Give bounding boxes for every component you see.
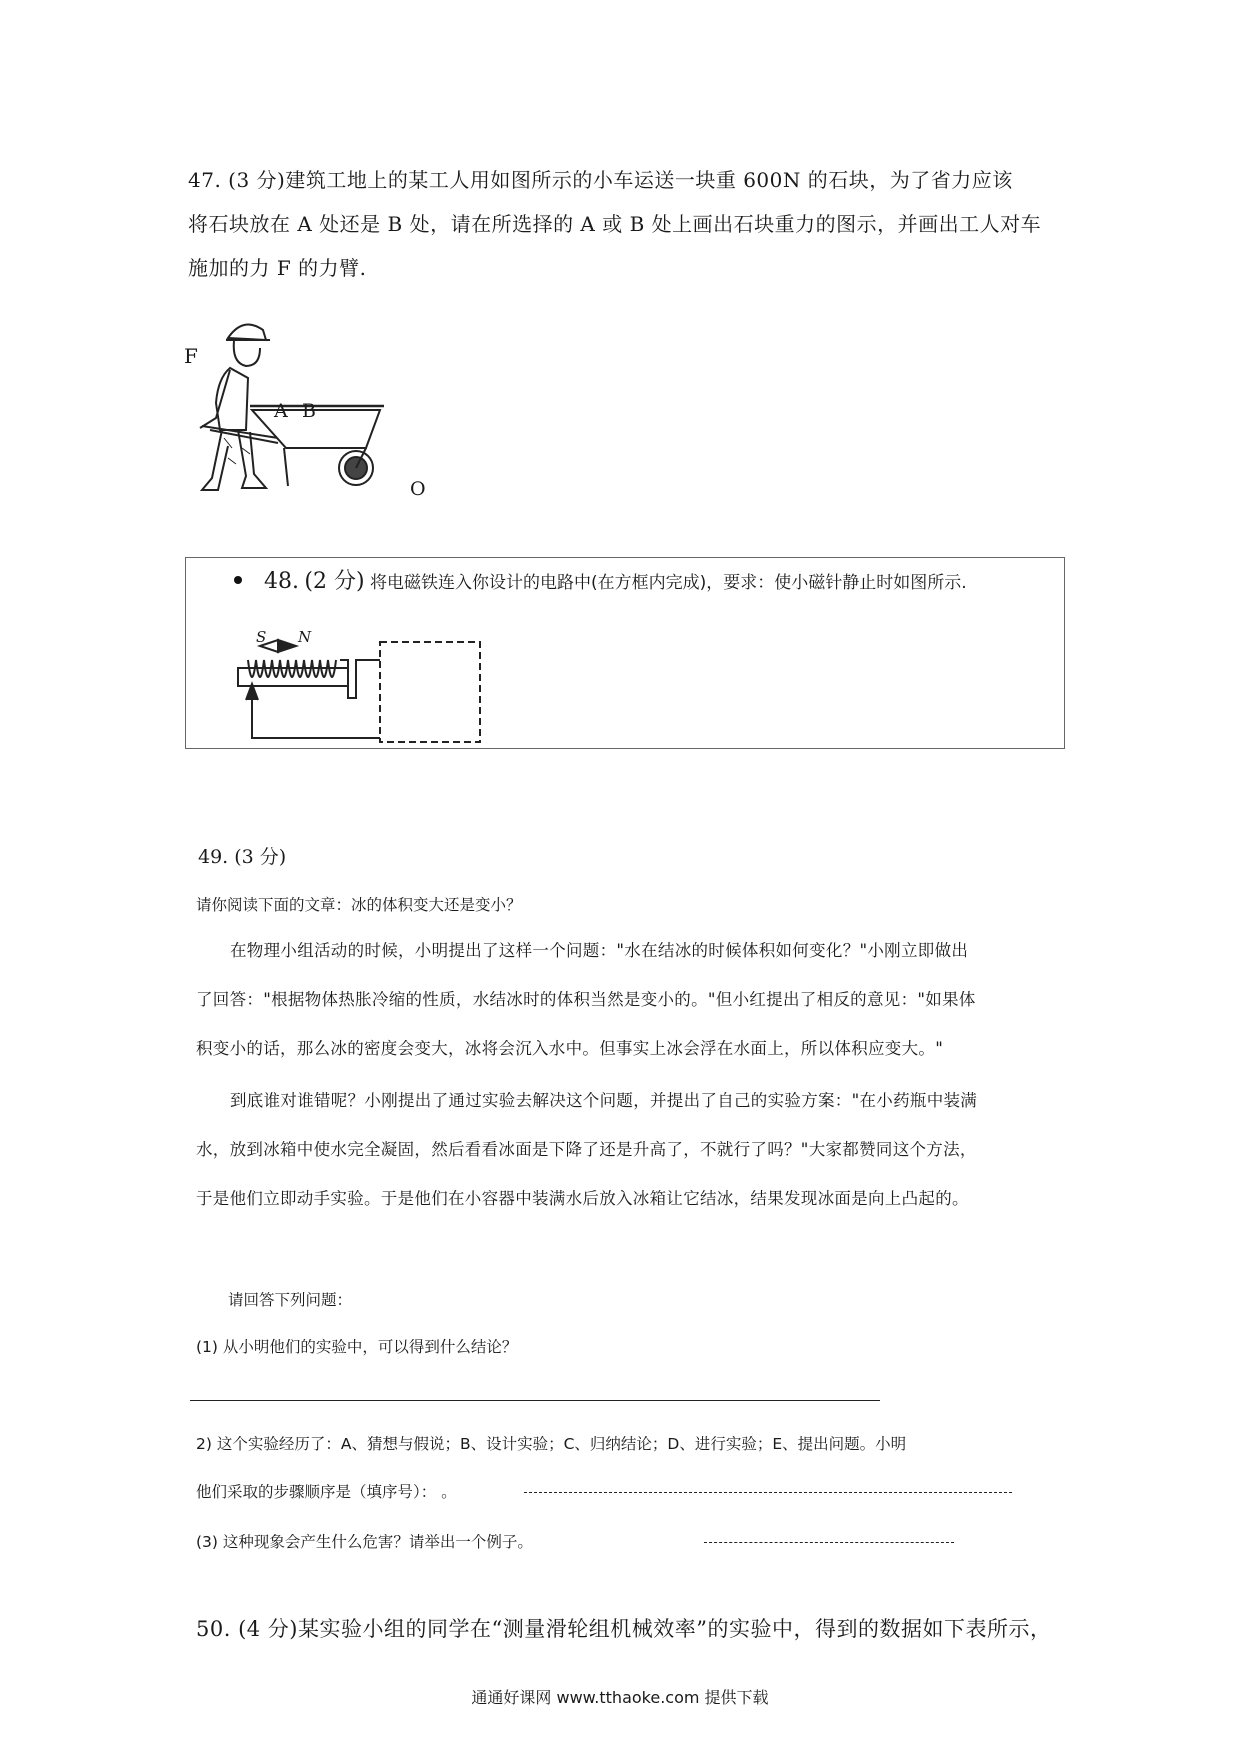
point-label-a: A (274, 400, 288, 422)
question-49-prompt: 请回答下列问题： (228, 1291, 353, 1309)
paragraph-2-line-2: 水，放到冰箱中使水完全凝固，然后看看冰面是下降了还是升高了，不就行了吗？"大家都赞同这个方法， (196, 1140, 977, 1159)
electromagnet-figure (230, 628, 530, 746)
question-49-sub-2: 2) 这个实验经历了：A、猜想与假说；B、设计实验；C、归纳结论；D、进行实验；E、提出问题。小明 (196, 1435, 907, 1453)
page-footer: 通通好课网 www.tthaoke.com 提供下载 (471, 1688, 769, 1707)
question-49-paragraph-2 (196, 1076, 1066, 1223)
force-label-f: F (184, 344, 198, 368)
question-49-title: 49. (3 分) (198, 846, 287, 868)
paragraph-2-line-3: 于是他们立即动手实验。于是他们在小容器中装满水后放入冰箱让它结冰，结果发现冰面是向上凸起的。 (196, 1189, 969, 1208)
paragraph-2-line-1: 到底谁对谁错呢？小刚提出了通过实验去解决这个问题，并提出了自己的实验方案："在小药瓶中装满 (230, 1091, 978, 1110)
question-48 (264, 564, 967, 595)
question-49-intro: 请你阅读下面的文章：冰的体积变大还是变小？ (196, 896, 522, 914)
bullet-icon (234, 576, 242, 584)
wheelbarrow-worker-figure (184, 308, 438, 508)
answer-line-2[interactable] (524, 1492, 1012, 1493)
question-49-sub-3: (3) 这种现象会产生什么危害？请举出一个例子。 (196, 1533, 533, 1551)
question-48-score: (2 分) (304, 569, 365, 594)
question-49-sub-1: (1) 从小明他们的实验中，可以得到什么结论？ (196, 1338, 518, 1356)
paragraph-1-line-3: 积变小的话，那么冰的密度会变大，冰将会沉入水中。但事实上冰会浮在水面上，所以体积应变大。" (196, 1039, 944, 1058)
paragraph-1-line-1: 在物理小组活动的时候，小明提出了这样一个问题："水在结冰的时候体积如何变化？"小刚立即做出 (230, 941, 969, 960)
question-49-sub-2-line-2: 他们采取的步骤顺序是（填序号）： 。 (196, 1483, 457, 1501)
north-pole-label: N (298, 628, 312, 646)
question-47 (188, 158, 1068, 290)
question-47-line-1: 47. (3 分)建筑工地上的某工人用如图所示的小车运送一块重 600N 的石块，为了省力应该 (188, 168, 1013, 192)
question-49-paragraph-1 (196, 926, 1066, 1073)
question-47-line-3: 施加的力 F 的力臂. (188, 256, 367, 280)
question-48-text: 将电磁铁连入你设计的电路中(在方框内完成)，要求：使小磁针静止时如图所示. (369, 573, 967, 593)
question-48-number: 48. (264, 569, 299, 594)
question-47-line-2: 将石块放在 A 处还是 B 处，请在所选择的 A 或 B 处上画出石块重力的图示，并画出工人对车 (188, 212, 1042, 236)
paragraph-1-line-2: 了回答："根据物体热胀冷缩的性质，水结冰时的体积当然是变小的。"但小红提出了相反的意见："如果体 (196, 990, 976, 1009)
pivot-label-o: O (410, 478, 426, 500)
answer-line-1[interactable] (190, 1400, 880, 1401)
answer-line-3[interactable] (704, 1542, 954, 1543)
south-pole-label: S (256, 628, 267, 646)
point-label-b: B (302, 400, 316, 422)
question-50: 50. (4 分)某实验小组的同学在“测量滑轮组机械效率”的实验中，得到的数据如下表所示， (196, 1617, 1052, 1641)
